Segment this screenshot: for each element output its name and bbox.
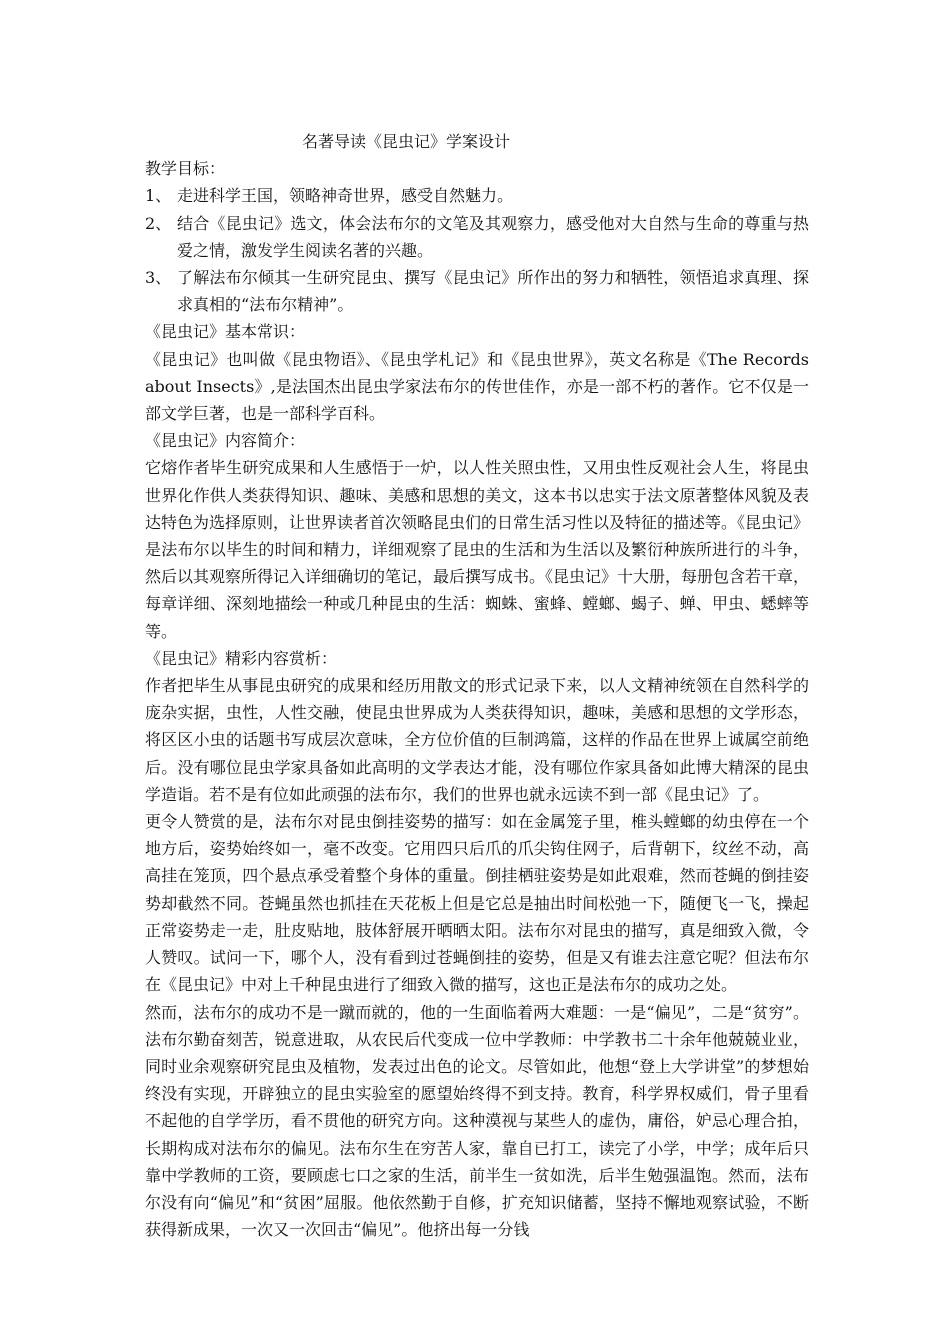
document-title: 名著导读《昆虫记》学案设计 xyxy=(302,132,511,151)
basics-heading: 《昆虫记》基本常识： xyxy=(145,322,306,342)
appreciation-heading: 《昆虫记》精彩内容赏析： xyxy=(145,648,338,668)
appreciation-paragraph-3: 然而，法布尔的成功不是一蹴而就的，他的一生面临着两大难题：一是“偏见”，二是“贫穷”。法布尔勤奋刻苦，锐意进取，从农民后代变成一位中学教师：中学教书二十余年他兢兢业业，同时业余观察研究昆虫及植物，发表过出色的论文。尽管如此，他想“登上大学讲堂”的梦想始终没有实现，开辟独立的昆虫实验室的愿望始终得不到支持。教育，科学界权威们，骨子里看不起他的自学学历，看不贯他的研究方向。这种漠视与某些人的虚伪，庸俗，妒忌心理合拍，长期构成对法布尔的偏见。法布尔生在穷苦人家，靠自已打工，读完了小学，中学；成年后只靠中学教师的工资，要顾虑七口之家的生活，前半生一贫如洗，后半生勉强温饱。然而，法布尔没有向“偏见”和“贫困”屈服。他依然勤于自修，扩充知识储蓄，坚持不懈地观察试验，不断获得新成果，一次又一次回击“偏见”。他挤出每一分钱 xyxy=(145,1002,809,1240)
goal-item-1 xyxy=(145,182,809,209)
goal-text: 结合《昆虫记》选文，体会法布尔的文笔及其观察力，感受他对大自然与生命的尊重与热爱之情，激发学生阅读名著的兴趣。 xyxy=(177,213,809,260)
appreciation-paragraph-1: 作者把毕生从事昆虫研究的成果和经历用散文的形式记录下来，以人文精神统领在自然科学的庞杂实据，虫性，人性交融，使昆虫世界成为人类获得知识，趣味，美感和思想的文学形态，将区区小虫的话题书写成层次意味，全方位价值的巨制鸿篇，这样的作品在世界上诚属空前绝后。没有哪位昆虫学家具备如此高明的文学表达才能，没有哪位作家具备如此博大精深的昆虫学造诣。若不是有位如此顽强的法布尔，我们的世界也就永远读不到一部《昆虫记》了。 xyxy=(145,676,809,804)
goal-text: 了解法布尔倾其一生研究昆虫、撰写《昆虫记》所作出的努力和牺牲，领悟追求真理、探求真相的“法布尔精神”。 xyxy=(177,268,809,315)
summary-heading: 《昆虫记》内容简介： xyxy=(145,431,306,451)
appreciation-paragraph-2: 更令人赞赏的是，法布尔对昆虫倒挂姿势的描写：如在金属笼子里，椎头螳螂的幼虫停在一个地方后，姿势始终如一，毫不改变。它用四只后爪的爪尖钩住网子，后背朝下，纹丝不动，高高挂在笼顶，四个悬点承受着整个身体的重量。倒挂栖驻姿势是如此艰难，然而苍蝇的倒挂姿势却截然不同。苍蝇虽然也抓挂在天花板上但是它总是抽出时间松弛一下，随便飞一飞，操起正常姿势走一走，肚皮贴地，肢体舒展开晒晒太阳。法布尔对昆虫的描写，真是细致入微，令人赞叹。试问一下，哪个人，没有看到过苍蝇倒挂的姿势，但是又有谁去注意它呢？但法布尔在《昆虫记》中对上千种昆虫进行了细致入微的描写，这也正是法布尔的成功之处。 xyxy=(145,812,809,995)
basics-paragraph: 《昆虫记》也叫做《昆虫物语》、《昆虫学札记》和《昆虫世界》，英文名称是《The Records about Insects》,是法国杰出昆虫学家法布尔的传世佳作，亦是一部不朽的著作。它不仅是一部文学巨著，也是一部科学百科。 xyxy=(145,349,809,424)
goals-heading: 教学目标： xyxy=(145,159,226,179)
goal-number: 2、 xyxy=(145,213,172,233)
goal-text: 走进科学王国，领略神奇世界，感受自然魅力。 xyxy=(177,186,514,206)
document-page xyxy=(145,128,809,1243)
goal-number: 3、 xyxy=(145,268,172,288)
goal-item-2 xyxy=(145,210,809,264)
summary-paragraph: 它熔作者毕生研究成果和人生感悟于一炉，以人性关照虫性，又用虫性反观社会人生，将昆虫世界化作供人类获得知识、趣味、美感和思想的美文，这本书以忠实于法文原著整体风貌及表达特色为选择原则，让世界读者首次领略昆虫们的日常生活习性以及特征的描述等。《昆虫记》是法布尔以毕生的时间和精力，详细观察了昆虫的生活和为生活以及繁衍种族所进行的斗争，然后以其观察所得记入详细确切的笔记，最后撰写成书。《昆虫记》十大册，每册包含若干章，每章详细、深刻地描绘一种或几种昆虫的生活：蜘蛛、蜜蜂、螳螂、蝎子、蝉、甲虫、蟋蟀等等。 xyxy=(145,458,810,641)
goal-number: 1、 xyxy=(145,186,172,206)
goal-item-3 xyxy=(145,264,809,318)
